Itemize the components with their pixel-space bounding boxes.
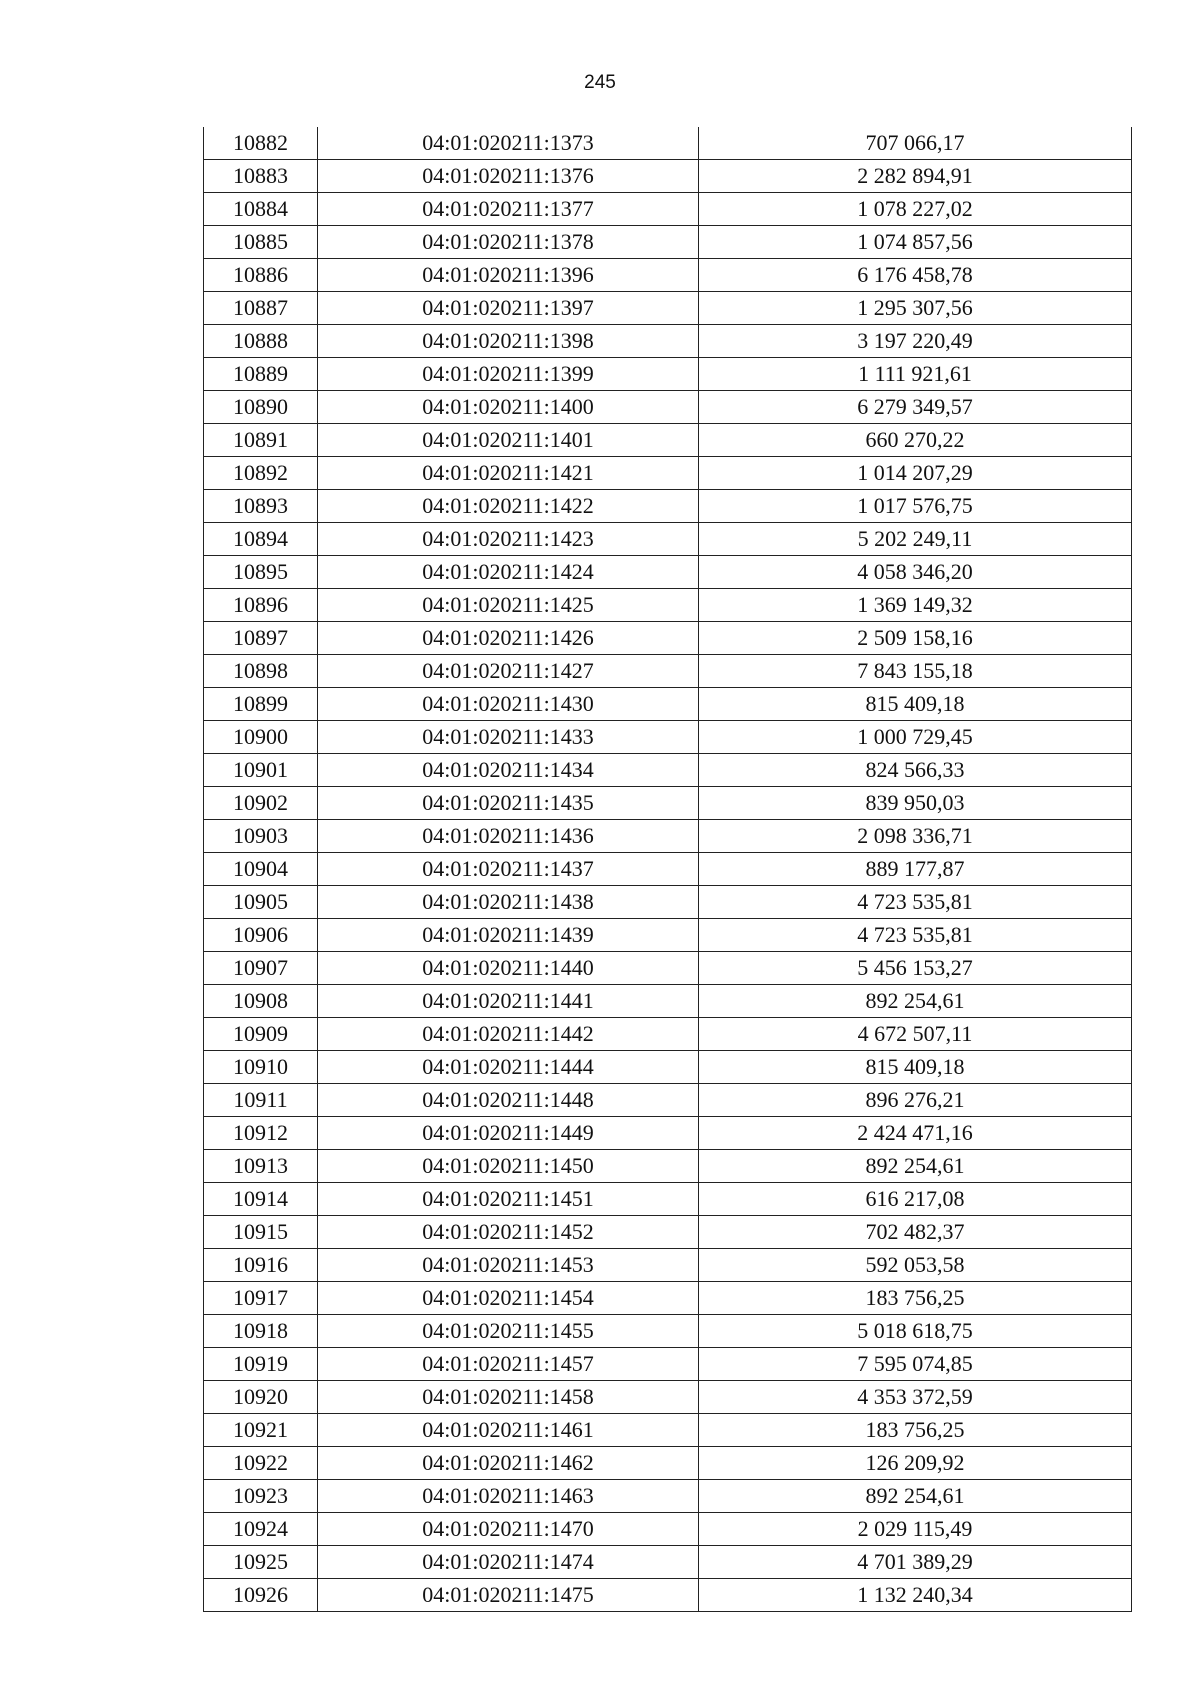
- cadastral-number-cell: 04:01:020211:1421: [318, 457, 699, 490]
- cadastral-number-cell: 04:01:020211:1398: [318, 325, 699, 358]
- cadastral-value-cell: 660 270,22: [699, 424, 1132, 457]
- cadastral-value-cell: 892 254,61: [699, 985, 1132, 1018]
- table-row: [204, 193, 1132, 226]
- cadastral-number-cell: 04:01:020211:1440: [318, 952, 699, 985]
- cadastral-value-cell: 5 018 618,75: [699, 1315, 1132, 1348]
- row-number-cell: 10922: [204, 1447, 318, 1480]
- cadastral-number-cell: 04:01:020211:1454: [318, 1282, 699, 1315]
- row-number-cell: 10911: [204, 1084, 318, 1117]
- cadastral-number-cell: 04:01:020211:1470: [318, 1513, 699, 1546]
- row-number-cell: 10913: [204, 1150, 318, 1183]
- table-row: [204, 358, 1132, 391]
- row-number-cell: 10887: [204, 292, 318, 325]
- cadastral-value-cell: 616 217,08: [699, 1183, 1132, 1216]
- cadastral-value-cell: 4 672 507,11: [699, 1018, 1132, 1051]
- row-number-cell: 10892: [204, 457, 318, 490]
- cadastral-value-cell: 892 254,61: [699, 1150, 1132, 1183]
- row-number-cell: 10885: [204, 226, 318, 259]
- cadastral-number-cell: 04:01:020211:1377: [318, 193, 699, 226]
- cadastral-value-cell: 1 111 921,61: [699, 358, 1132, 391]
- table-row: [204, 1546, 1132, 1579]
- cadastral-value-cell: 7 595 074,85: [699, 1348, 1132, 1381]
- cadastral-value-cell: 1 017 576,75: [699, 490, 1132, 523]
- cadastral-number-cell: 04:01:020211:1448: [318, 1084, 699, 1117]
- table-row: [204, 226, 1132, 259]
- cadastral-number-cell: 04:01:020211:1462: [318, 1447, 699, 1480]
- row-number-cell: 10914: [204, 1183, 318, 1216]
- cadastral-number-cell: 04:01:020211:1474: [318, 1546, 699, 1579]
- cadastral-value-cell: 1 000 729,45: [699, 721, 1132, 754]
- table-row: [204, 1315, 1132, 1348]
- cadastral-number-cell: 04:01:020211:1442: [318, 1018, 699, 1051]
- table-row: [204, 556, 1132, 589]
- cadastral-number-cell: 04:01:020211:1423: [318, 523, 699, 556]
- cadastral-number-cell: 04:01:020211:1436: [318, 820, 699, 853]
- table-row: [204, 1084, 1132, 1117]
- table-row: [204, 985, 1132, 1018]
- cadastral-number-cell: 04:01:020211:1475: [318, 1579, 699, 1612]
- table-row: [204, 853, 1132, 886]
- cadastral-value-cell: 6 176 458,78: [699, 259, 1132, 292]
- table-row: [204, 952, 1132, 985]
- cadastral-value-cell: 1 078 227,02: [699, 193, 1132, 226]
- cadastral-number-cell: 04:01:020211:1458: [318, 1381, 699, 1414]
- row-number-cell: 10893: [204, 490, 318, 523]
- cadastral-value-cell: 4 353 372,59: [699, 1381, 1132, 1414]
- cadastral-value-cell: 1 295 307,56: [699, 292, 1132, 325]
- table-row: [204, 457, 1132, 490]
- table-row: [204, 160, 1132, 193]
- cadastral-number-cell: 04:01:020211:1376: [318, 160, 699, 193]
- row-number-cell: 10891: [204, 424, 318, 457]
- cadastral-value-cell: 2 509 158,16: [699, 622, 1132, 655]
- row-number-cell: 10926: [204, 1579, 318, 1612]
- cadastral-number-cell: 04:01:020211:1433: [318, 721, 699, 754]
- table-row: [204, 1117, 1132, 1150]
- row-number-cell: 10912: [204, 1117, 318, 1150]
- cadastral-number-cell: 04:01:020211:1400: [318, 391, 699, 424]
- cadastral-number-cell: 04:01:020211:1457: [318, 1348, 699, 1381]
- cadastral-number-cell: 04:01:020211:1422: [318, 490, 699, 523]
- cadastral-value-cell: 889 177,87: [699, 853, 1132, 886]
- row-number-cell: 10897: [204, 622, 318, 655]
- table-row: [204, 490, 1132, 523]
- cadastral-value-cell: 892 254,61: [699, 1480, 1132, 1513]
- row-number-cell: 10915: [204, 1216, 318, 1249]
- cadastral-number-cell: 04:01:020211:1426: [318, 622, 699, 655]
- row-number-cell: 10919: [204, 1348, 318, 1381]
- row-number-cell: 10895: [204, 556, 318, 589]
- table-row: [204, 325, 1132, 358]
- table-row: [204, 1282, 1132, 1315]
- cadastral-number-cell: 04:01:020211:1397: [318, 292, 699, 325]
- table-row: [204, 424, 1132, 457]
- table-row: [204, 721, 1132, 754]
- cadastral-number-cell: 04:01:020211:1441: [318, 985, 699, 1018]
- table-row: [204, 1216, 1132, 1249]
- table-row: [204, 820, 1132, 853]
- table-row: [204, 1018, 1132, 1051]
- cadastral-number-cell: 04:01:020211:1449: [318, 1117, 699, 1150]
- table-row: [204, 1381, 1132, 1414]
- cadastral-number-cell: 04:01:020211:1450: [318, 1150, 699, 1183]
- row-number-cell: 10925: [204, 1546, 318, 1579]
- cadastral-value-cell: 1 369 149,32: [699, 589, 1132, 622]
- cadastral-value-cell: 2 098 336,71: [699, 820, 1132, 853]
- cadastral-value-cell: 4 723 535,81: [699, 886, 1132, 919]
- cadastral-number-cell: 04:01:020211:1438: [318, 886, 699, 919]
- cadastral-number-cell: 04:01:020211:1424: [318, 556, 699, 589]
- table-row: [204, 754, 1132, 787]
- row-number-cell: 10901: [204, 754, 318, 787]
- cadastral-value-cell: 7 843 155,18: [699, 655, 1132, 688]
- cadastral-value-cell: 4 701 389,29: [699, 1546, 1132, 1579]
- row-number-cell: 10921: [204, 1414, 318, 1447]
- cadastral-value-cell: 592 053,58: [699, 1249, 1132, 1282]
- row-number-cell: 10890: [204, 391, 318, 424]
- table-row: [204, 655, 1132, 688]
- table-row: [204, 688, 1132, 721]
- cadastral-value-cell: 126 209,92: [699, 1447, 1132, 1480]
- cadastral-number-cell: 04:01:020211:1399: [318, 358, 699, 391]
- row-number-cell: 10902: [204, 787, 318, 820]
- table-row: [204, 1480, 1132, 1513]
- cadastral-number-cell: 04:01:020211:1453: [318, 1249, 699, 1282]
- cadastral-number-cell: 04:01:020211:1437: [318, 853, 699, 886]
- cadastral-value-cell: 839 950,03: [699, 787, 1132, 820]
- cadastral-value-cell: 1 074 857,56: [699, 226, 1132, 259]
- row-number-cell: 10910: [204, 1051, 318, 1084]
- cadastral-value-cell: 824 566,33: [699, 754, 1132, 787]
- row-number-cell: 10888: [204, 325, 318, 358]
- table-row: [204, 292, 1132, 325]
- table-row: [204, 919, 1132, 952]
- table-row: [204, 622, 1132, 655]
- cadastral-value-cell: 2 282 894,91: [699, 160, 1132, 193]
- table-row: [204, 127, 1132, 160]
- row-number-cell: 10906: [204, 919, 318, 952]
- cadastral-number-cell: 04:01:020211:1427: [318, 655, 699, 688]
- row-number-cell: 10907: [204, 952, 318, 985]
- row-number-cell: 10898: [204, 655, 318, 688]
- row-number-cell: 10903: [204, 820, 318, 853]
- table-row: [204, 1150, 1132, 1183]
- cadastral-value-cell: 4 058 346,20: [699, 556, 1132, 589]
- row-number-cell: 10920: [204, 1381, 318, 1414]
- cadastral-value-cell: 815 409,18: [699, 688, 1132, 721]
- cadastral-value-cell: 815 409,18: [699, 1051, 1132, 1084]
- cadastral-number-cell: 04:01:020211:1452: [318, 1216, 699, 1249]
- row-number-cell: 10909: [204, 1018, 318, 1051]
- table-row: [204, 1348, 1132, 1381]
- row-number-cell: 10917: [204, 1282, 318, 1315]
- row-number-cell: 10900: [204, 721, 318, 754]
- table-row: [204, 259, 1132, 292]
- cadastral-value-cell: 5 456 153,27: [699, 952, 1132, 985]
- cadastral-value-cell: 896 276,21: [699, 1084, 1132, 1117]
- cadastral-value-cell: 1 014 207,29: [699, 457, 1132, 490]
- table-row: [204, 1414, 1132, 1447]
- page-number: 245: [584, 72, 616, 93]
- cadastral-value-cell: 2 029 115,49: [699, 1513, 1132, 1546]
- cadastral-value-cell: 183 756,25: [699, 1414, 1132, 1447]
- row-number-cell: 10889: [204, 358, 318, 391]
- row-number-cell: 10905: [204, 886, 318, 919]
- table-row: [204, 589, 1132, 622]
- row-number-cell: 10894: [204, 523, 318, 556]
- cadastral-number-cell: 04:01:020211:1425: [318, 589, 699, 622]
- table-row: [204, 787, 1132, 820]
- row-number-cell: 10884: [204, 193, 318, 226]
- cadastral-value-cell: 6 279 349,57: [699, 391, 1132, 424]
- row-number-cell: 10886: [204, 259, 318, 292]
- table-row: [204, 1051, 1132, 1084]
- cadastral-number-cell: 04:01:020211:1439: [318, 919, 699, 952]
- table-row: [204, 1513, 1132, 1546]
- row-number-cell: 10918: [204, 1315, 318, 1348]
- table-row: [204, 1183, 1132, 1216]
- table-row: [204, 1447, 1132, 1480]
- cadastral-value-cell: 707 066,17: [699, 127, 1132, 160]
- cadastral-value-cell: 2 424 471,16: [699, 1117, 1132, 1150]
- cadastral-value-cell: 702 482,37: [699, 1216, 1132, 1249]
- cadastral-number-cell: 04:01:020211:1461: [318, 1414, 699, 1447]
- table-row: [204, 523, 1132, 556]
- table-row: [204, 886, 1132, 919]
- row-number-cell: 10899: [204, 688, 318, 721]
- row-number-cell: 10896: [204, 589, 318, 622]
- cadastral-number-cell: 04:01:020211:1455: [318, 1315, 699, 1348]
- cadastral-number-cell: 04:01:020211:1378: [318, 226, 699, 259]
- cadastral-number-cell: 04:01:020211:1401: [318, 424, 699, 457]
- table-row: [204, 1579, 1132, 1612]
- cadastral-number-cell: 04:01:020211:1434: [318, 754, 699, 787]
- cadastral-value-table: [203, 127, 1132, 1612]
- cadastral-value-cell: 5 202 249,11: [699, 523, 1132, 556]
- row-number-cell: 10923: [204, 1480, 318, 1513]
- cadastral-number-cell: 04:01:020211:1463: [318, 1480, 699, 1513]
- row-number-cell: 10908: [204, 985, 318, 1018]
- row-number-cell: 10883: [204, 160, 318, 193]
- table-row: [204, 391, 1132, 424]
- cadastral-number-cell: 04:01:020211:1430: [318, 688, 699, 721]
- cadastral-number-cell: 04:01:020211:1435: [318, 787, 699, 820]
- cadastral-number-cell: 04:01:020211:1451: [318, 1183, 699, 1216]
- cadastral-number-cell: 04:01:020211:1396: [318, 259, 699, 292]
- table-body: [204, 127, 1132, 1612]
- cadastral-value-cell: 183 756,25: [699, 1282, 1132, 1315]
- cadastral-value-cell: 3 197 220,49: [699, 325, 1132, 358]
- cadastral-value-cell: 1 132 240,34: [699, 1579, 1132, 1612]
- row-number-cell: 10904: [204, 853, 318, 886]
- cadastral-value-cell: 4 723 535,81: [699, 919, 1132, 952]
- cadastral-number-cell: 04:01:020211:1444: [318, 1051, 699, 1084]
- cadastral-number-cell: 04:01:020211:1373: [318, 127, 699, 160]
- row-number-cell: 10916: [204, 1249, 318, 1282]
- table-row: [204, 1249, 1132, 1282]
- row-number-cell: 10924: [204, 1513, 318, 1546]
- row-number-cell: 10882: [204, 127, 318, 160]
